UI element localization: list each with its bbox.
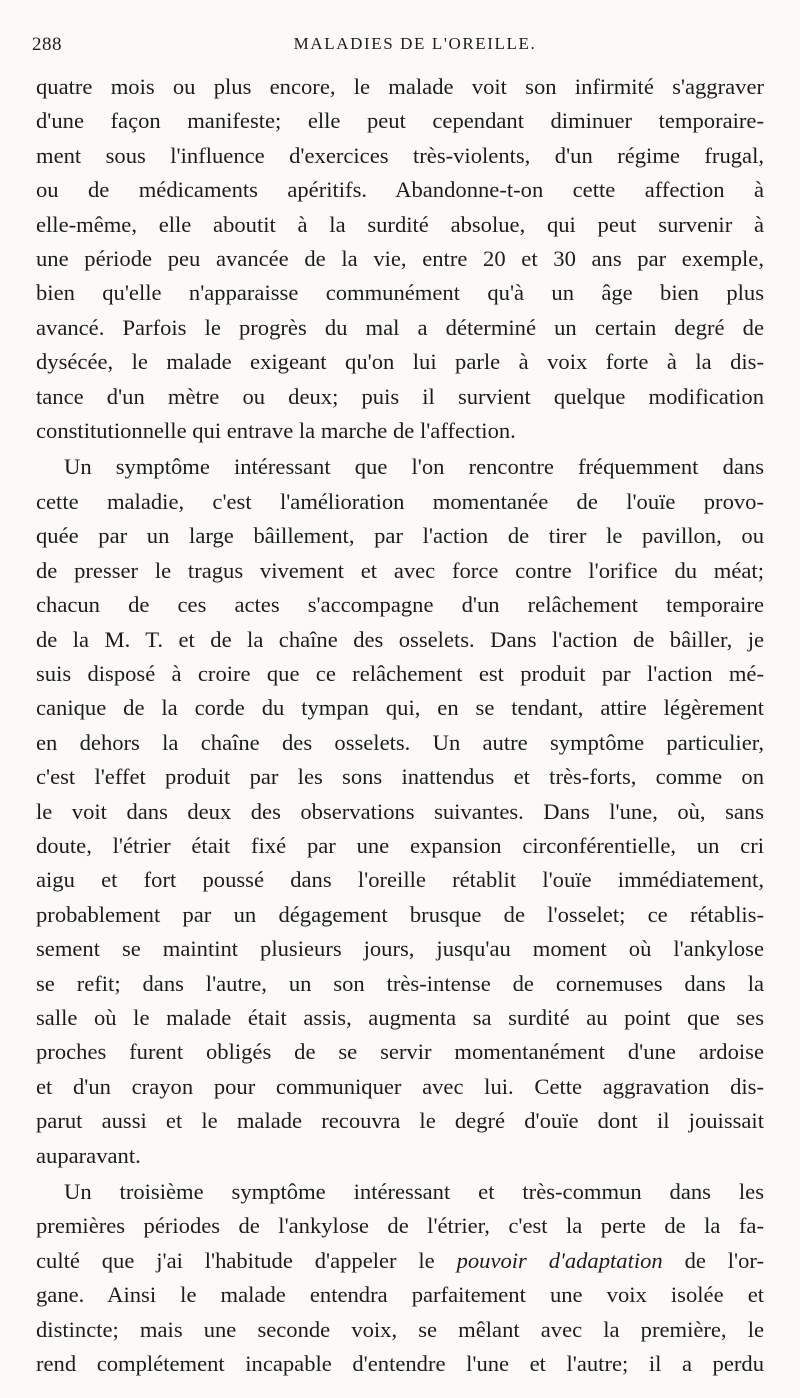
text-line: suis disposé à croire que ce relâchement est produit par l'action mé-	[36, 660, 764, 686]
text-line: distincte; mais une seconde voix, se mêlant avec la première, le	[36, 1316, 764, 1342]
italic-term: pouvoir d'adaptation	[456, 1247, 663, 1273]
text-line: en dehors la chaîne des osselets. Un autre symptôme particulier,	[36, 729, 764, 755]
page-number: 288	[32, 34, 62, 55]
text-line: quatre mois ou plus encore, le malade voit son infirmité s'aggraver	[36, 74, 764, 99]
text-line: quée par un large bâillement, par l'action de tirer le pavillon, ou	[36, 523, 764, 549]
text-line: gane. Ainsi le malade entendra parfaitement une voix isolée et	[36, 1282, 764, 1308]
text-line: Un troisième symptôme intéressant et très-commun dans les	[64, 1179, 764, 1204]
text-line: d'une façon manifeste; elle peut cependant diminuer temporaire-	[36, 108, 764, 134]
text-line: sement se maintint plusieurs jours, jusqu'au moment où l'ankylose	[36, 936, 764, 962]
paragraph-2	[36, 450, 764, 484]
text-line: ment sous l'influence d'exercices très-violents, d'un régime frugal,	[36, 142, 764, 168]
text-line: tance d'un mètre ou deux; puis il survient quelque modification	[36, 383, 764, 409]
paragraph-3-continued	[36, 1209, 764, 1381]
text-line: chacun de ces actes s'accompagne d'un relâchement temporaire	[36, 592, 764, 618]
text-line: se refit; dans l'autre, un son très-intense de cornemuses dans la	[36, 970, 764, 996]
text-line: canique de la corde du tympan qui, en se tendant, attire légèrement	[36, 695, 764, 721]
text-line: bien qu'elle n'apparaisse communément qu'à un âge bien plus	[36, 280, 764, 306]
text-line: doute, l'étrier était fixé par une expansion circonférentielle, un cri	[36, 832, 764, 858]
text-line: de presser le tragus vivement et avec force contre l'orifice du méat;	[36, 557, 764, 583]
text-line: une période peu avancée de la vie, entre 20 et 30 ans par exemple,	[36, 246, 764, 272]
text-line: premières périodes de l'ankylose de l'étrier, c'est la perte de la fa-	[36, 1213, 764, 1239]
text-line: ou de médicaments apéritifs. Abandonne-t-on cette affection à	[36, 177, 764, 203]
text-line: et d'un crayon pour communiquer avec lui. Cette aggravation dis-	[36, 1073, 764, 1099]
text-line: Un symptôme intéressant que l'on rencontre fréquemment dans	[64, 454, 764, 480]
text-line: elle-même, elle aboutit à la surdité absolue, qui peut survenir à	[36, 211, 764, 237]
text-line: auparavant.	[36, 1142, 141, 1168]
text-line: probablement par un dégagement brusque de l'osselet; ce rétablis-	[36, 901, 764, 927]
text-line: rend complétement incapable d'entendre l'une et l'autre; il a perdu	[36, 1351, 764, 1377]
text-line: proches furent obligés de se servir momentanément d'une ardoise	[36, 1039, 764, 1065]
text-line: le voit dans deux des observations suivantes. Dans l'une, où, sans	[36, 798, 764, 824]
text-line: dysécée, le malade exigeant qu'on lui parle à voix forte à la dis-	[36, 349, 764, 375]
text-line: avancé. Parfois le progrès du mal a déterminé un certain degré de	[36, 314, 764, 340]
text-segment: de l'or-	[662, 1247, 764, 1273]
text-line: de la M. T. et de la chaîne des osselets. Dans l'action de bâiller, je	[36, 626, 764, 652]
paragraph-2-continued	[36, 485, 764, 1173]
body-text	[36, 70, 764, 1381]
text-line: salle où le malade était assis, augmenta sa surdité au point que ses	[36, 1004, 764, 1030]
text-line: cette maladie, c'est l'amélioration momentanée de l'ouïe provo-	[36, 488, 764, 514]
paragraph-1	[36, 70, 764, 448]
running-title: MALADIES DE L'OREILLE.	[293, 34, 537, 53]
paragraph-3	[36, 1175, 764, 1209]
text-line: parut aussi et le malade recouvra le degré d'ouïe dont il jouissait	[36, 1108, 764, 1134]
text-line: constitutionnelle qui entrave la marche de l'affection.	[36, 418, 516, 444]
text-line-with-italic	[36, 1244, 764, 1278]
text-segment: culté que j'ai l'habitude d'appeler le	[36, 1247, 457, 1273]
page-header	[30, 34, 770, 60]
text-line: aigu et fort poussé dans l'oreille rétablit l'ouïe immédiatement,	[36, 867, 764, 893]
text-line: c'est l'effet produit par les sons inattendus et très-forts, comme on	[36, 764, 764, 790]
